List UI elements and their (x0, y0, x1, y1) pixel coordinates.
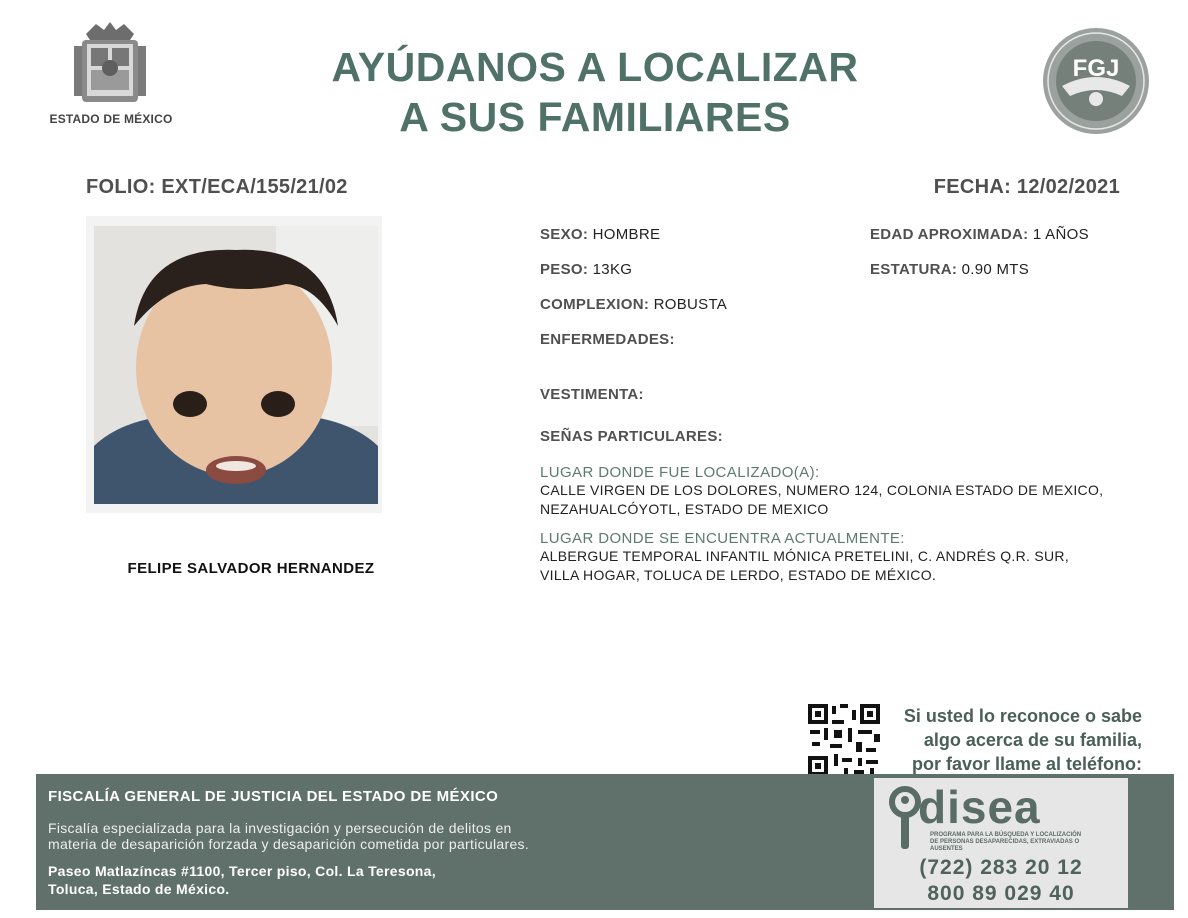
footer-address-line: Paseo Matlazíncas #1100, Tercer piso, Col. La Teresona, (48, 863, 436, 879)
child-portrait-image (86, 216, 382, 513)
complexion-field (540, 296, 727, 313)
enfermedades-label: ENFERMEDADES: (540, 331, 675, 348)
cta-line: algo acerca de su familia, (923, 730, 1142, 750)
estatura-value: 0.90 MTS (961, 261, 1030, 278)
page-title (300, 42, 890, 142)
person-name: FELIPE SALVADOR HERNANDEZ (127, 560, 375, 577)
senas-label: SEÑAS PARTICULARES: (540, 428, 723, 445)
state-logo-label: ESTADO DE MÉXICO (49, 112, 173, 126)
peso-value: 13KG (592, 261, 633, 278)
complexion-label: COMPLEXION: (540, 296, 650, 313)
person-photo (86, 216, 382, 513)
senas-field (540, 428, 723, 445)
sexo-value: HOMBRE (592, 226, 661, 243)
fgj-logo-icon (1040, 26, 1152, 136)
found-location-line: CALLE VIRGEN DE LOS DOLORES, NUMERO 124, COLONIA ESTADO DE MEXICO, (540, 482, 1104, 498)
edad-field (870, 226, 1089, 243)
estatura-label: ESTATURA: (870, 261, 958, 278)
cta-line: por favor llame al teléfono: (911, 754, 1142, 774)
found-location-label: LUGAR DONDE FUE LOCALIZADO(A): (540, 464, 820, 481)
state-crest-icon (70, 20, 150, 108)
vestimenta-label: VESTIMENTA: (540, 386, 644, 403)
footer-description (48, 820, 638, 852)
footer-description-line: materia de desaparición forzada y desaparición cometida por particulares. (48, 836, 530, 852)
odisea-program-line: PROGRAMA PARA LA BÚSQUEDA Y LOCALIZACIÓN (930, 832, 1082, 838)
title-line-2: A SUS FAMILIARES (399, 94, 791, 140)
cta-line: Si usted lo reconoce o sabe (903, 706, 1142, 726)
vestimenta-field (540, 386, 644, 403)
current-location-line: ALBERGUE TEMPORAL INFANTIL MÓNICA PRETELINI, C. ANDRÉS Q.R. SUR, (540, 548, 1070, 564)
odisea-program-description (930, 832, 1126, 853)
qr-code-icon (808, 704, 880, 776)
estado-de-mexico-logo (49, 20, 176, 130)
title-line-1: AYÚDANOS A LOCALIZAR (331, 44, 859, 90)
footer-address-line: Toluca, Estado de México. (48, 881, 230, 897)
peso-field (540, 261, 632, 278)
call-to-action (884, 704, 1142, 776)
footer-banner (36, 774, 1174, 910)
odisea-program-line: DE PERSONAS DESAPARECIDAS, EXTRAVIADAS O (930, 839, 1080, 845)
odisea-magnifier-icon (888, 784, 922, 854)
enfermedades-field (540, 331, 675, 348)
current-location-label: LUGAR DONDE SE ENCUENTRA ACTUALMENTE: (540, 530, 905, 547)
phone-number-tollfree[interactable]: 800 89 029 40 (927, 882, 1075, 905)
footer-address (48, 862, 608, 898)
odisea-contact-panel (874, 778, 1128, 908)
report-date: FECHA: 12/02/2021 (933, 176, 1120, 198)
fgj-logo-text: FGJ (1072, 55, 1120, 82)
estatura-field (870, 261, 1029, 278)
footer-title: FISCALÍA GENERAL DE JUSTICIA DEL ESTADO DE MÉXICO (48, 788, 499, 805)
footer-description-line: Fiscalía especializada para la investigación y persecución de delitos en (48, 820, 512, 836)
odisea-program-line: AUSENTES (930, 846, 963, 852)
phone-number-local[interactable]: (722) 283 20 12 (919, 856, 1083, 879)
found-location-line: NEZAHUALCÓYOTL, ESTADO DE MEXICO (540, 501, 829, 517)
current-location-line: VILLA HOGAR, TOLUCA DE LERDO, ESTADO DE MÉXICO. (540, 567, 937, 583)
edad-label: EDAD APROXIMADA: (870, 226, 1029, 243)
odisea-wordmark: disea (918, 781, 1041, 833)
peso-label: PESO: (540, 261, 589, 278)
sexo-field (540, 226, 660, 243)
folio-number: FOLIO: EXT/ECA/155/21/02 (86, 176, 348, 198)
sexo-label: SEXO: (540, 226, 589, 243)
edad-value: 1 AÑOS (1032, 226, 1089, 243)
found-location (540, 464, 1103, 517)
complexion-value: ROBUSTA (653, 296, 728, 313)
current-location (540, 530, 1069, 583)
